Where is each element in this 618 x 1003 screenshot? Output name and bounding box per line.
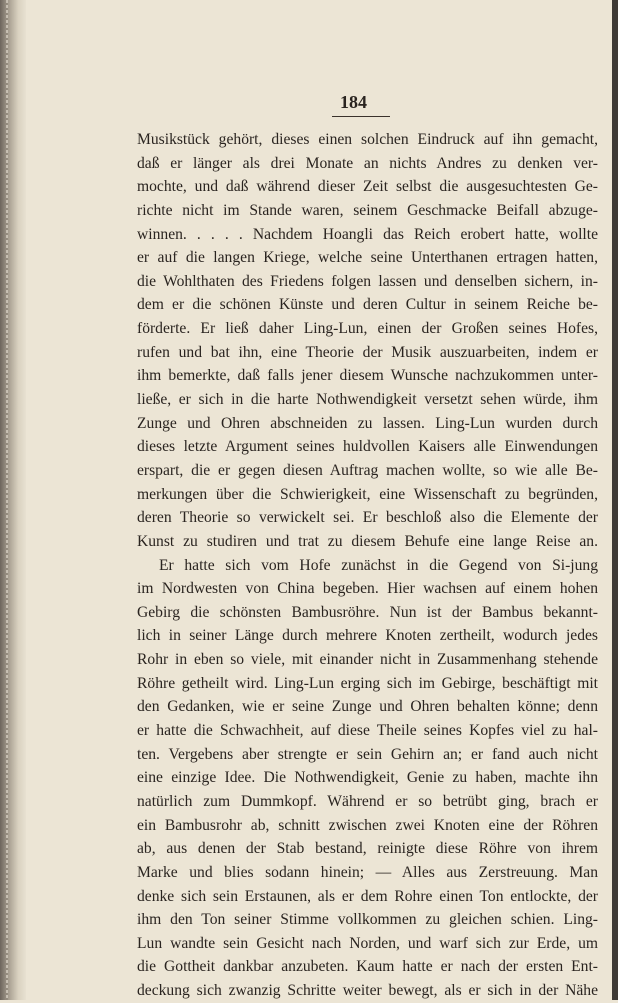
- text-line: die Wohlthaten des Friedens folgen lassen und denselben sichern, in-: [137, 272, 598, 290]
- text-line: rufen und bat ihn, eine Theorie der Musik auszuarbeiten, indem er: [137, 343, 598, 361]
- text-line: er auf die langen Kriege, welche seine Unterthanen ertragen hatten,: [137, 249, 598, 267]
- text-line: daß er länger als drei Monate an nichts Andres zu denken ver-: [137, 154, 598, 172]
- text-line: den Gedanken, wie er seine Zunge und Ohren behalten könne; denn: [137, 698, 598, 716]
- text-line: natürlich zum Dummkopf. Während er so betrübt ging, brach er: [137, 792, 598, 810]
- text-line: Musikstück gehört, dieses einen solchen Eindruck auf ihn gemacht,: [137, 131, 598, 148]
- text-line: dem er die schönen Künste und deren Cultur in seinem Reiche be-: [137, 296, 598, 314]
- page-number-rule: [332, 116, 390, 117]
- text-line: richte nicht im Stande waren, seinem Geschmacke Beifall abzuge-: [137, 201, 598, 219]
- text-line: ihm den Ton seiner Stimme vollkommen zu gleichen schien. Ling-: [137, 911, 598, 929]
- text-line: ein Bambusrohr ab, schnitt zwischen zwei Knoten eine der Röhren: [137, 816, 598, 834]
- text-line: eine einzige Idee. Die Nothwendigkeit, Genie zu haben, machte ihn: [137, 769, 598, 787]
- body-text: [137, 128, 598, 1003]
- text-line: dieses letzte Argument seines huldvollen Kaisers alle Einwendungen: [137, 438, 598, 456]
- text-line: Zunge und Ohren abschneiden zu lassen. Ling-Lun wurden durch: [137, 414, 598, 432]
- text-line: ab, aus denen der Stab bestand, reinigte diese Röhre von ihrem: [137, 840, 598, 858]
- text-line: im Nordwesten von China begeben. Hier wachsen auf einem hohen: [137, 580, 598, 598]
- text-line: mochte, und daß während dieser Zeit selbst die ausgesuchtesten Ge-: [137, 178, 598, 196]
- text-line: Er hatte sich vom Hofe zunächst in die Gegend von Si-jung: [159, 556, 598, 574]
- text-line: Rohr in eben so viele, mit einander nicht in Zusammenhang stehende: [137, 651, 598, 669]
- page-number: 184: [340, 92, 367, 112]
- text-line: winnen. . . . . Nachdem Hoangli das Reich erobert hatte, wollte: [137, 225, 598, 243]
- text-line: ließe, er sich in die harte Nothwendigkeit versetzt sehen würde, ihm: [137, 391, 598, 409]
- text-line: deren Theorie so verwickelt sei. Er beschloß also die Elemente der: [137, 509, 598, 527]
- text-line: deckung sich zwanzig Schritte weiter bewegt, als er sich in der Nähe: [137, 982, 598, 1000]
- text-line: förderte. Er ließ daher Ling-Lun, einen der Großen seines Hofes,: [137, 320, 598, 338]
- text-line: merkungen über die Schwierigkeit, eine Wissenschaft zu begründen,: [137, 485, 598, 503]
- text-line: Gebirg die schönsten Bambusröhre. Nun ist der Bambus bekannt-: [137, 603, 598, 621]
- text-line: die Gottheit dankbar anzubeten. Kaum hatte er nach der ersten Ent-: [137, 958, 598, 976]
- text-line: Kunst zu studiren und trat zu diesem Behufe eine lange Reise an.: [137, 532, 598, 550]
- text-line: er hatte die Schwachheit, auf diese Theile seines Kopfes viel zu hal-: [137, 722, 598, 740]
- text-line: lich in seiner Länge durch mehrere Knoten zertheilt, wodurch jedes: [137, 627, 598, 645]
- text-line: Marke und blies sodann hinein; — Alles aus Zerstreuung. Man: [137, 863, 598, 881]
- text-line: denke sich sein Erstaunen, als er dem Rohre einen Ton entlockte, der: [137, 887, 598, 905]
- text-line: Röhre getheilt wird. Ling-Lun erging sich im Gebirge, beschäftigt mit: [137, 674, 598, 692]
- text-line: ihm bemerkte, daß falls jener diesem Wunsche nachzukommen unter-: [137, 367, 598, 385]
- page-edge: [612, 0, 618, 1000]
- text-line: Lun wandte sein Gesicht nach Norden, und warf sich zur Erde, um: [137, 934, 598, 952]
- book-binding: [0, 0, 26, 1000]
- text-line: erspart, die er gegen diesen Auftrag machen wollte, so wie alle Be-: [137, 461, 598, 479]
- text-line: ten. Vergebens aber strengte er sein Gehirn an; er fand auch nicht: [137, 745, 598, 763]
